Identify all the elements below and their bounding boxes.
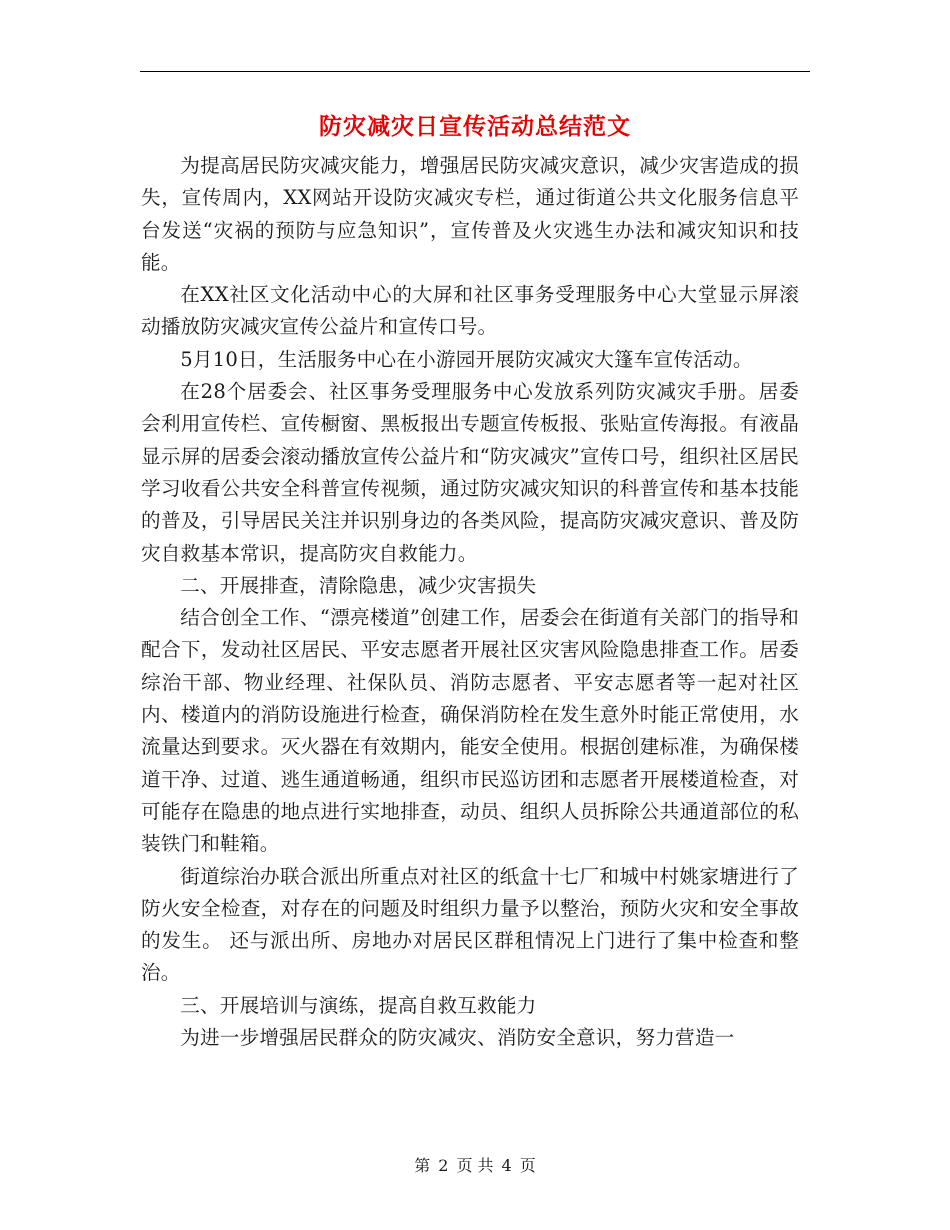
document-title: 防灾减灾日宣传活动总结范文 bbox=[319, 114, 631, 140]
header-rule bbox=[140, 71, 810, 72]
footer-total-pages: 4 bbox=[501, 1156, 512, 1175]
footer-middle: 页 共 bbox=[456, 1156, 494, 1175]
paragraph-3: 5月10日，生活服务中心在小游园开展防灾减灾大篷车宣传活动。 bbox=[180, 347, 753, 371]
paragraph-6: 街道综治办联合派出所重点对社区的纸盒十七厂和城中村姚家塘进行了防火安全检查，对存在的问题及时组织力量予以整治，预防火灾和安全事故的发生。 还与派出所、房地办对居民区群租情况上门进行了集中检查和整治。 bbox=[141, 864, 799, 985]
footer-suffix: 页 bbox=[519, 1156, 536, 1175]
paragraph-2: 在XX社区文化活动中心的大屏和社区事务受理服务中心大堂显示屏滚动播放防灾减灾宣传公益片和宣传口号。 bbox=[141, 283, 799, 339]
paragraph-5: 结合创全工作、“漂亮楼道”创建工作，居委会在街道有关部门的指导和配合下，发动社区居民、平安志愿者开展社区灾害风险隐患排查工作。居委综治干部、物业经理、社保队员、消防志愿者、平安志愿者等一起对社区内、楼道内的消防设施进行检查，确保消防栓在发生意外时能正常使用，水流量达到要求。灭火器在有效期内，能安全使用。根据创建标准，为确保楼道干净、过道、逃生通道畅通，组织市民巡访团和志愿者开展楼道检查，对可能存在隐患的地点进行实地排查，动员、组织人员拆除公共通道部位的私装铁门和鞋箱。 bbox=[141, 606, 799, 856]
section-heading-3: 三、开展培训与演练，提高自救互救能力 bbox=[180, 993, 537, 1017]
footer-page-number: 2 bbox=[438, 1156, 449, 1175]
footer-prefix: 第 bbox=[414, 1156, 431, 1175]
paragraph-4: 在28个居委会、社区事务受理服务中心发放系列防灾减灾手册。居委会利用宣传栏、宣传橱窗、黑板报出专题宣传板报、张贴宣传海报。有液晶显示屏的居委会滚动播放宣传公益片和“防灾减灾”宣传口号，组织社区居民学习收看公共安全科普宣传视频，通过防灾减灾知识的科普宣传和基本技能的普及，引导居民关注并识别身边的各类风险，提高防灾减灾意识、普及防灾自救基本常识，提高防灾自救能力。 bbox=[141, 380, 799, 565]
paragraph-1: 为提高居民防灾减灾能力，增强居民防灾减灾意识，减少灾害造成的损失，宣传周内，XX网站开设防灾减灾专栏，通过街道公共文化服务信息平台发送“灾祸的预防与应急知识”，宣传普及火灾逃生办法和减灾知识和技能。 bbox=[141, 154, 799, 274]
section-heading-2: 二、开展排查，清除隐患，减少灾害损失 bbox=[180, 573, 537, 597]
paragraph-7: 为进一步增强居民群众的防灾减灾、消防安全意识，努力营造一 bbox=[180, 1026, 735, 1050]
document-body bbox=[141, 150, 799, 1054]
page-footer bbox=[0, 1153, 950, 1176]
